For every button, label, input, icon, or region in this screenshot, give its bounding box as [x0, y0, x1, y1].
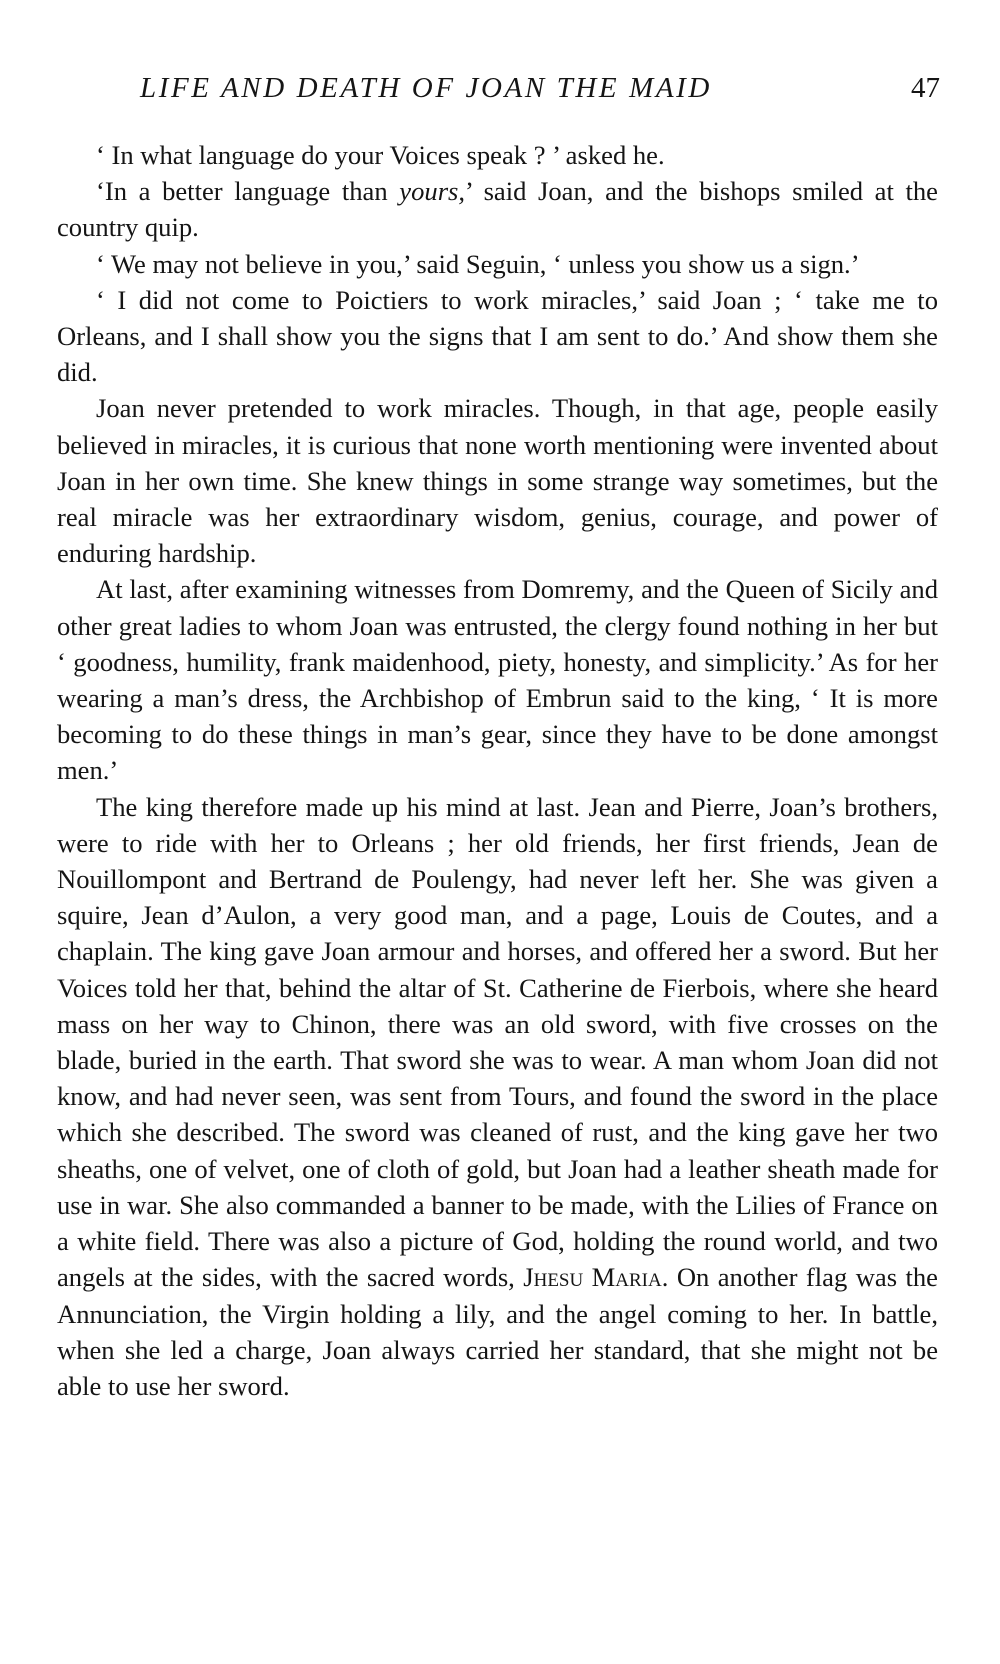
paragraph-4 [57, 282, 938, 391]
paragraph-text: ’ said Joan, and the bishops smiled at the country quip. [57, 176, 938, 243]
paragraph-text: ‘ We may not believe in you,’ said Seguin, ‘ unless you show us a sign.’ [96, 248, 860, 279]
paragraph-text: ‘ I did not come to Poictiers to work miracles,’ said Joan ; ‘ take me to Orleans, and I shall show you the signs that I am sent to do.’ And show them she did. [57, 284, 938, 388]
emphasis-yours: yours, [399, 176, 466, 207]
paragraph-text: The king therefore made up his mind at last. Jean and Pierre, Joan’s brothers, were to ride with her to Orleans ; her old friends, her first friends, Jean de Nouillompont and Bertrand de Poulengy, had never left her. She was given a squire, Jean d’Aulon, a very good man, and a page, Louis de Coutes, and a chaplain. The king gave Joan armour and horses, and offered her a sword. But her Voices told her that, behind the altar of St. Catherine de Fierbois, where she heard mass on her way to Chinon, there was an old sword, with five crosses on the blade, buried in the earth. That sword she was to wear. A man whom Joan did not know, and had never seen, was sent from Tours, and found the sword in the place which she described. The sword was cleaned of rust, and the king gave her two sheaths, one of velvet, one of cloth of gold, but Joan had a leather sheath made for use in war. She also commanded a banner to be made, with the Lilies of France on a white field. There was also a picture of God, holding the round world, and two angels at the sides, with the sacred words, [57, 791, 938, 1293]
page-number: 47 [911, 72, 940, 104]
page-header [140, 72, 940, 112]
paragraph-text: ‘In a better language than [96, 176, 400, 207]
paragraph-3 [57, 246, 938, 282]
paragraph-2 [57, 173, 938, 245]
paragraph-5 [57, 390, 938, 571]
body-text [57, 137, 938, 1404]
paragraph-text: Joan never pretended to work miracles. Though, in that age, people easily believed in miracles, it is curious that none worth mentioning were invented about Joan in her own time. She knew things in some strange way sometimes, but the real miracle was her extraordinary wisdom, genius, courage, and power of enduring hardship. [57, 393, 938, 569]
sacred-words: Jhesu Maria. [523, 1262, 669, 1293]
paragraph-7 [57, 789, 938, 1404]
running-title: LIFE AND DEATH OF JOAN THE MAID [140, 72, 712, 104]
paragraph-1 [57, 137, 938, 173]
paragraph-text: At last, after examining witnesses from Domremy, and the Queen of Sicily and other great ladies to whom Joan was entrusted, the clergy found nothing in her but ‘ goodness, humility, frank maidenhood, piety, honesty, and simplicity.’ As for her wearing a man’s dress, the Archbishop of Embrun said to the king, ‘ It is more becoming to do these things in man’s gear, since they have to be done amongst men.’ [57, 574, 938, 786]
paragraph-6 [57, 571, 938, 788]
paragraph-text: On another flag was the Annunciation, the Virgin holding a lily, and the angel coming to her. In battle, when she led a charge, Joan always carried her standard, that she might not be able to use her sword. [57, 1262, 938, 1401]
paragraph-text: ‘ In what language do your Voices speak ? ’ asked he. [96, 140, 665, 170]
